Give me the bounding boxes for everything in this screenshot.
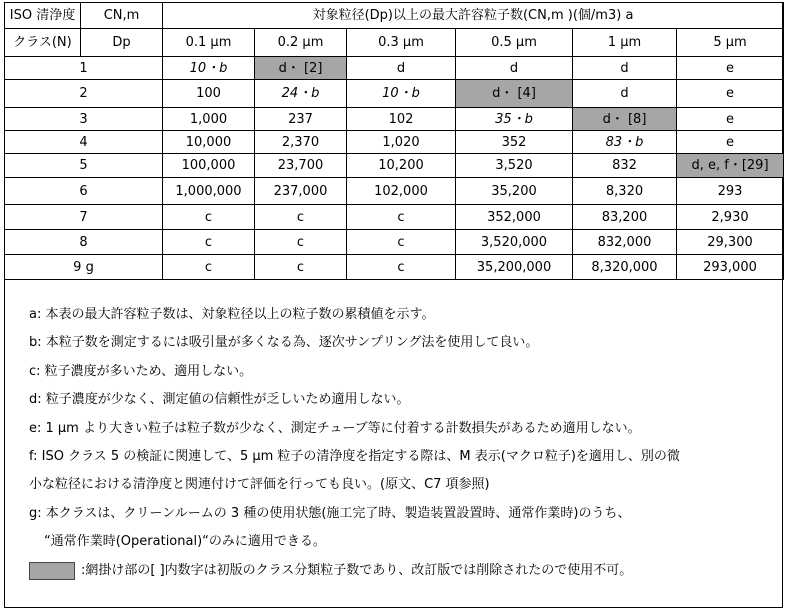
table-row: [5, 57, 784, 80]
note-g-line2: “通常作業時(Operational)“のみに適用できる。: [44, 534, 326, 550]
note-a: a: 本表の最大許容粒子数は、対象粒径以上の粒子数の累積値を示す。: [29, 307, 435, 322]
shading-swatch: [29, 562, 75, 580]
particle-count-cell: 8,320: [573, 178, 677, 205]
particle-count-cell: 237,000: [255, 178, 347, 205]
class-number-cell: 4: [5, 131, 163, 154]
particle-count-cell: c: [347, 255, 456, 280]
particle-count-cell: d: [456, 57, 573, 80]
particle-count-cell: c: [347, 230, 456, 255]
particle-count-cell: c: [347, 205, 456, 230]
particle-count-cell: 832: [573, 154, 677, 178]
particle-count-cell: 10,000: [163, 131, 255, 154]
particle-count-cell: 10・b: [163, 57, 255, 80]
particle-count-cell: d・ [8]: [573, 108, 677, 131]
header-dp: Dp: [81, 29, 163, 57]
class-number-cell: 1: [5, 57, 163, 80]
particle-count-cell: 100: [163, 80, 255, 108]
note-g-line1: g: 本クラスは、クリーンルームの 3 種の使用状態(施工完了時、製造装置設置時、通常作業時)のうち、: [29, 505, 631, 521]
class-number-cell: 8: [5, 230, 163, 255]
note-d: d: 粒子濃度が少なく、測定値の信頼性が乏しいため適用しない。: [29, 392, 410, 408]
particle-count-cell: 10,200: [347, 154, 456, 178]
class-number-cell: 2: [5, 80, 163, 108]
particle-count-cell: 237: [255, 108, 347, 131]
particle-count-cell: c: [163, 205, 255, 230]
header-size: 1 μm: [573, 29, 677, 57]
header-class-n: クラス(N): [5, 29, 81, 57]
particle-count-cell: c: [163, 255, 255, 280]
notes-section: [4, 293, 783, 608]
table-row: [5, 131, 784, 154]
particle-count-cell: 352,000: [456, 205, 573, 230]
header-title: 対象粒径(Dp)以上の最大許容粒子数(CN,m )(個/m3) a: [163, 3, 784, 29]
iso-class-table: [4, 2, 784, 280]
particle-count-cell: d, e, f・[29]: [677, 154, 784, 178]
particle-count-cell: c: [255, 205, 347, 230]
class-number-cell: 6: [5, 178, 163, 205]
header-cnm: CN,m: [81, 3, 163, 29]
header-size: 0.2 μm: [255, 29, 347, 57]
class-number-cell: 9 g: [5, 255, 163, 280]
particle-count-cell: c: [163, 230, 255, 255]
table-row: [5, 108, 784, 131]
header-size: 0.3 μm: [347, 29, 456, 57]
shading-legend: [29, 557, 783, 585]
table-row: [5, 230, 784, 255]
class-number-cell: 3: [5, 108, 163, 131]
table-row: [5, 178, 784, 205]
particle-count-cell: 2,930: [677, 205, 784, 230]
particle-count-cell: 3,520,000: [456, 230, 573, 255]
particle-count-cell: 1,020: [347, 131, 456, 154]
table-row: [5, 154, 784, 178]
particle-count-cell: 23,700: [255, 154, 347, 178]
particle-count-cell: d・ [2]: [255, 57, 347, 80]
particle-count-cell: 102,000: [347, 178, 456, 205]
particle-count-cell: d: [573, 80, 677, 108]
header-size: 5 μm: [677, 29, 784, 57]
particle-count-cell: 1,000,000: [163, 178, 255, 205]
particle-count-cell: 83・b: [573, 131, 677, 154]
particle-count-cell: 2,370: [255, 131, 347, 154]
particle-count-cell: 293: [677, 178, 784, 205]
particle-count-cell: 35,200,000: [456, 255, 573, 280]
particle-count-cell: 102: [347, 108, 456, 131]
particle-count-cell: 10・b: [347, 80, 456, 108]
header-size: 0.1 μm: [163, 29, 255, 57]
particle-count-cell: d・ [4]: [456, 80, 573, 108]
header-iso-class: ISO 清浄度: [5, 3, 81, 29]
particle-count-cell: e: [677, 57, 784, 80]
particle-count-cell: 352: [456, 131, 573, 154]
class-number-cell: 5: [5, 154, 163, 178]
particle-count-cell: 1,000: [163, 108, 255, 131]
table-row: [5, 205, 784, 230]
note-b: b: 本粒子数を測定するには吸引量が多くなる為、逐次サンプリング法を使用して良い。: [29, 335, 539, 351]
note-f-line2: 小な粒径における清浄度と関連付けて評価を行っても良い。(原文、C7 項参照): [29, 477, 490, 493]
particle-count-cell: e: [677, 131, 784, 154]
note-c: c: 粒子濃度が多いため、適用しない。: [29, 363, 253, 379]
header-size: 0.5 μm: [456, 29, 573, 57]
particle-count-cell: 35,200: [456, 178, 573, 205]
particle-count-cell: 100,000: [163, 154, 255, 178]
particle-count-cell: 35・b: [456, 108, 573, 131]
particle-count-cell: d: [573, 57, 677, 80]
class-number-cell: 7: [5, 205, 163, 230]
particle-count-cell: c: [255, 255, 347, 280]
particle-count-cell: 24・b: [255, 80, 347, 108]
particle-count-cell: e: [677, 108, 784, 131]
particle-count-cell: 832,000: [573, 230, 677, 255]
particle-count-cell: d: [347, 57, 456, 80]
particle-count-cell: c: [255, 230, 347, 255]
particle-count-cell: e: [677, 80, 784, 108]
legend-text: :網掛け部の[ ]内数字は初版のクラス分類粒子数であり、改訂版では削除されたので使用不可。: [81, 562, 633, 578]
particle-count-cell: 293,000: [677, 255, 784, 280]
note-e: e: 1 μm より大きい粒子は粒子数が少なく、測定チューブ等に付着する計数損失があるため適用しない。: [29, 420, 641, 436]
particle-count-cell: 83,200: [573, 205, 677, 230]
particle-count-cell: 3,520: [456, 154, 573, 178]
particle-count-cell: 29,300: [677, 230, 784, 255]
particle-count-cell: 8,320,000: [573, 255, 677, 280]
table-row: [5, 80, 784, 108]
table-row: [5, 255, 784, 280]
note-f-line1: f: ISO クラス 5 の検証に関連して、5 μm 粒子の清浄度を指定する際は、M 表示(マクロ粒子)を適用し、別の微: [29, 449, 680, 465]
